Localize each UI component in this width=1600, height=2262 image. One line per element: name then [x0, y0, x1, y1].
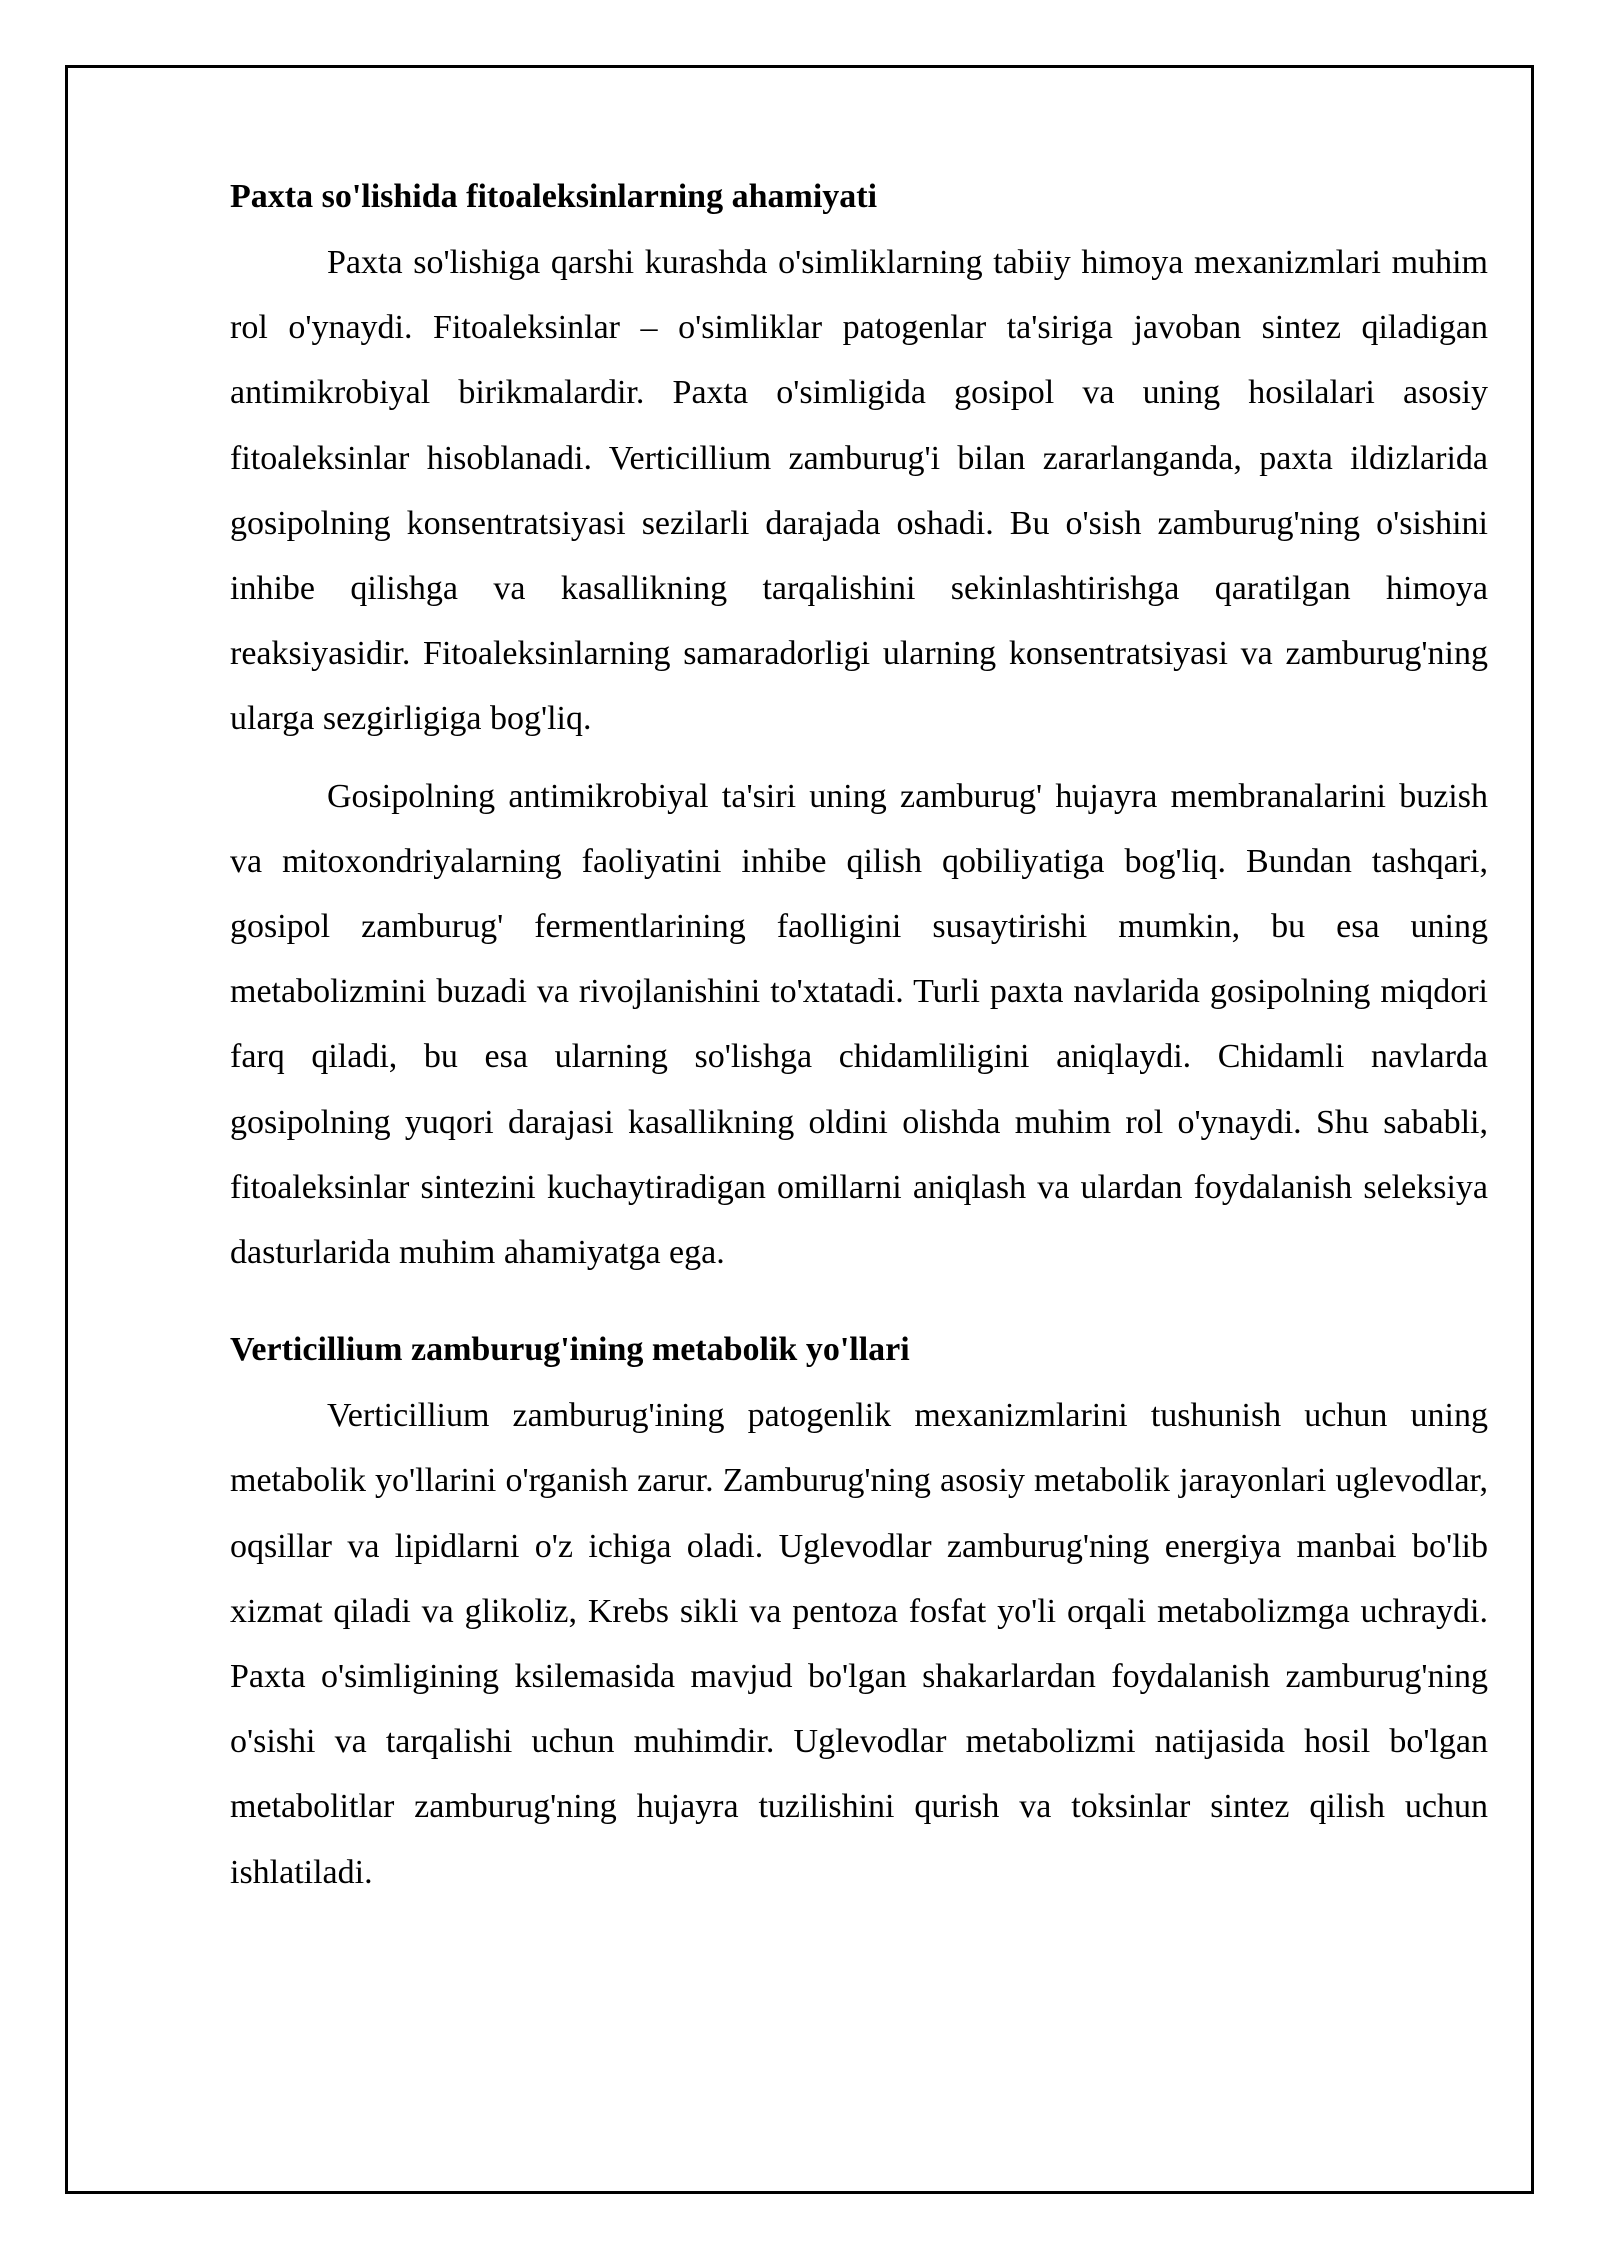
paragraph: Gosipolning antimikrobiyal ta'siri uning zamburug' hujayra membranalarini buzish va mitoxondriyalarning faoliyatini inhibe qilish qobiliyatiga bog'liq. Bundan tashqari, gosipol zamburug' fermentlarining faolligini susaytirishi mumkin, bu esa uning metabolizmini buzadi va rivojlanishini to'xtatadi. Turli paxta navlarida gosipolning miqdori farq qiladi, bu esa ularning so'lishga chidamliligini aniqlaydi. Chidamli navlarda gosipolning yuqori darajasi kasallikning oldini olishda muhim rol o'ynaydi. Shu sababli, fitoaleksinlar sintezini kuchaytiradigan omillarni aniqlash va ulardan foydalanish seleksiya dasturlarida muhim ahamiyatga ega. — [230, 777, 1488, 1272]
section-heading: Verticillium zamburug'ining metabolik yo'llari — [230, 1331, 910, 1369]
paragraph: Paxta so'lishiga qarshi kurashda o'simliklarning tabiiy himoya mexanizmlari muhim rol o'ynaydi. Fitoaleksinlar – o'simliklar patogenlar ta'siriga javoban sintez qiladigan antimikrobiyal birikmalardir. Paxta o'simligida gosipol va uning hosilalari asosiy fitoaleksinlar hisoblanadi. Verticillium zamburug'i bilan zararlanganda, paxta ildizlarida gosipolning konsentratsiyasi sezilarli darajada oshadi. Bu o'sish zamburug'ning o'sishini inhibe qilishga va kasallikning tarqalishini sekinlashtirishga qaratilgan himoya reaksiyasidir. Fitoaleksinlarning samaradorligi ularning konsentratsiyasi va zamburug'ning ularga sezgirligiga bog'liq. — [230, 244, 1488, 738]
paragraph: Verticillium zamburug'ining patogenlik mexanizmlarini tushunish uchun uning metabolik yo'llarini o'rganish zarur. Zamburug'ning asosiy metabolik jarayonlari uglevodlar, oqsillar va lipidlarni o'z ichiga oladi. Uglevodlar zamburug'ning energiya manbai bo'lib xizmat qiladi va glikoliz, Krebs sikli va pentoza fosfat yo'li orqali metabolizmga uchraydi. Paxta o'simligining ksilemasida mavjud bo'lgan shakarlardan foydalanish zamburug'ning o'sishi va tarqalishi uchun muhimdir. Uglevodlar metabolizmi natijasida hosil bo'lgan metabolitlar zamburug'ning hujayra tuzilishini qurish va toksinlar sintez qilish uchun ishlatiladi. — [230, 1397, 1488, 1891]
section-heading: Paxta so'lishida fitoaleksinlarning ahamiyati — [230, 178, 878, 215]
document-body — [230, 172, 1488, 1917]
